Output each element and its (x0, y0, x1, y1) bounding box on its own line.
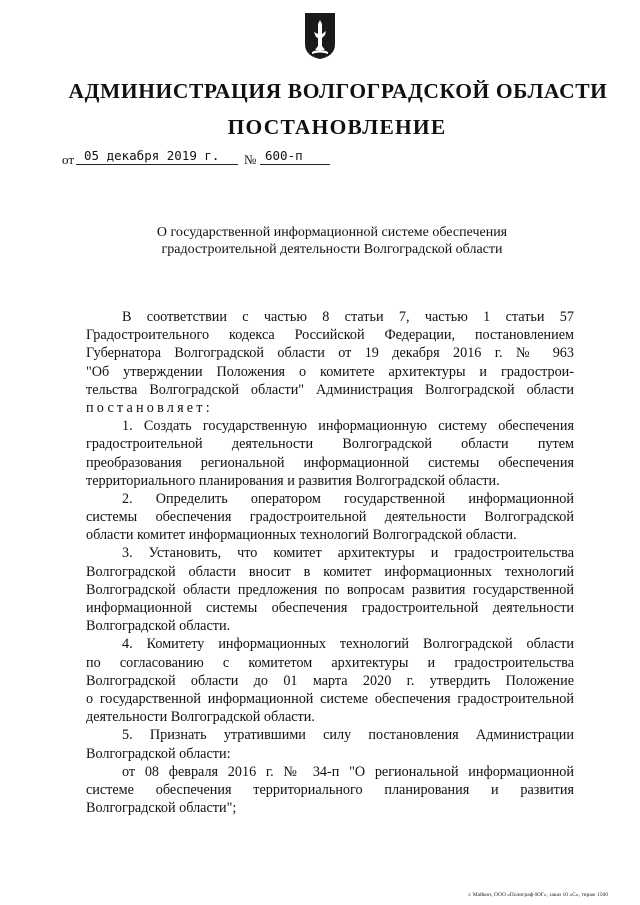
body-line: системы обеспечения градостроительной деятельности Волгоградской (86, 509, 574, 526)
number-prefix: № (244, 152, 257, 167)
body-line: Волгоградской области вносит в комитет информационных технологий (86, 563, 574, 580)
organization-title: АДМИНИСТРАЦИЯ ВОЛГОГРАДСКОЙ ОБЛАСТИ (68, 79, 608, 103)
body-line: деятельности Волгоградской области. (86, 709, 315, 726)
print-footer: г. Майкоп, ООО «Полиграф-ЮГ», заказ 10 «С», тираж 1500 (468, 892, 608, 898)
body-line: 1. Создать государственную информационную систему обеспечения (122, 418, 574, 435)
body-line: 4. Комитету информационных технологий Волгоградской области (122, 636, 574, 653)
body-line: Градостроительного кодекса Российской Федерации, постановлением (86, 327, 574, 344)
date-value: 05 декабря 2019 г. (84, 148, 220, 163)
body-line: постановляет: (86, 399, 213, 416)
body-line: В соответствии с частью 8 статьи 7, частью 1 статьи 57 (122, 309, 574, 325)
body-line: о государственной информационной системе обеспечения градостроительной (86, 690, 574, 707)
body-line: 5. Признать утратившими силу постановления Администрации (122, 727, 574, 744)
body-line: 3. Установить, что комитет архитектуры и градостроительства (122, 545, 574, 562)
body-line: тельства Волгоградской области" Администрация Волгоградской области (86, 381, 574, 398)
subject-line: градостроительной деятельности Волгоградской области (161, 242, 503, 257)
body-line: преобразования региональной информационной системы обеспечения (86, 454, 574, 471)
body-line: 2. Определить оператором государственной информационной (122, 490, 574, 507)
body-line: Волгоградской области до 01 марта 2020 г. утвердить Положение (86, 672, 574, 689)
body-line: Волгоградской области. (86, 618, 231, 635)
body-line: "Об утверждении Положения о комитете архитектуры и градострои- (86, 363, 574, 380)
body-line: области комитет информационных технологий Волгоградской области. (86, 527, 517, 544)
document-subject (0, 224, 640, 258)
number-value: 600-п (265, 148, 303, 163)
body-line: от 08 февраля 2016 г. № 34-п "О региональной информационной (122, 763, 574, 780)
date-prefix: от (62, 152, 75, 167)
body-line: Волгоградской области предложения по вопросам развития государственной (86, 581, 574, 598)
date-underline (76, 164, 238, 165)
body-line: по согласованию с комитетом архитектуры и градостроительства (86, 654, 574, 671)
body-line: системе обеспечения территориального планирования и развития (86, 781, 574, 798)
body-line: Губернатора Волгоградской области от 19 декабря 2016 г. № 963 (86, 345, 574, 362)
body-line: Волгоградской области"; (86, 800, 237, 817)
body-line: Волгоградской области: (86, 745, 231, 762)
coat-of-arms-icon (304, 12, 336, 60)
subject-line: О государственной информационной системе обеспечения (156, 225, 508, 240)
body-line: градостроительной деятельности Волгоградской области путем (86, 436, 574, 453)
body-line: территориального планирования и развития Волгоградской области. (86, 472, 500, 489)
document-type-title: ПОСТАНОВЛЕНИЕ (227, 115, 447, 139)
document-body (86, 308, 574, 817)
body-line: информационной системы обеспечения градостроительной деятельности (86, 600, 574, 616)
number-underline (260, 164, 330, 165)
